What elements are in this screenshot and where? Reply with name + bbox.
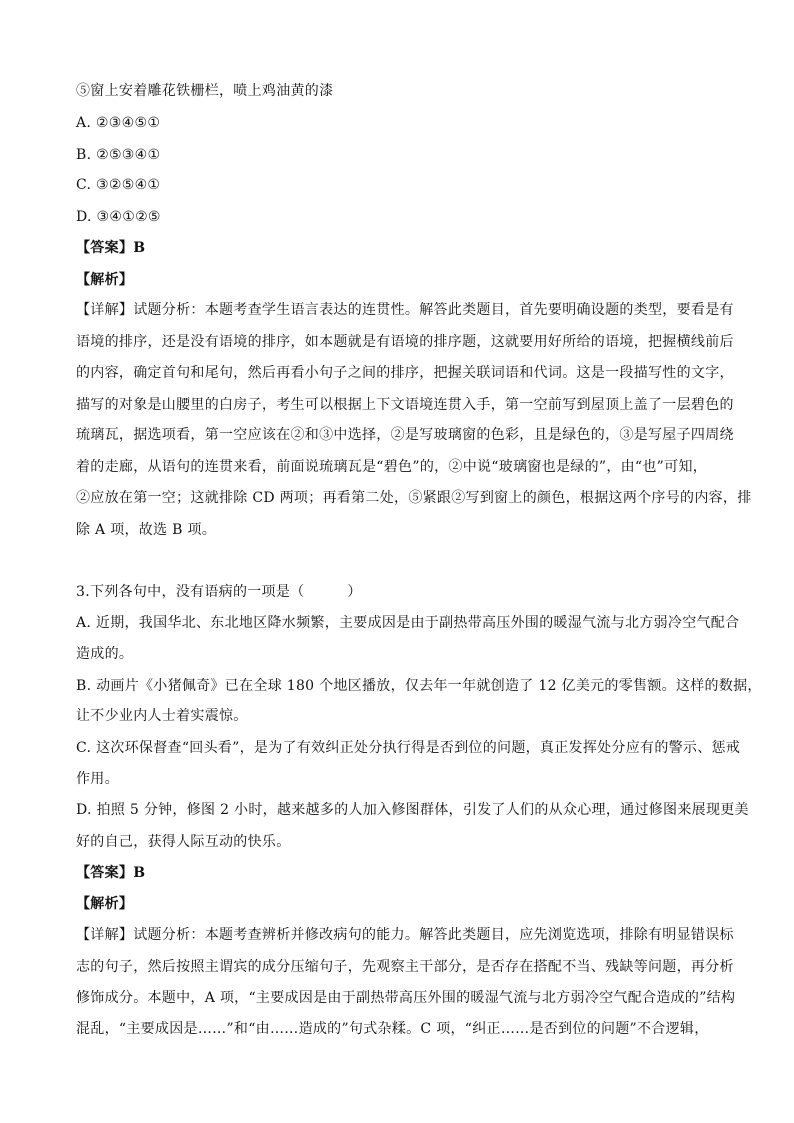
explanation-line: 语境的排序，还是没有语境的排序，如本题就是有语境的排序题，这就要用好所给的语境，把握横线前后 xyxy=(76,334,734,350)
explanation-line: 【详解】试题分析：本题考查辨析并修改病句的能力。解答此类题目，应先浏览选项，排除有明显错误标 xyxy=(76,927,734,943)
explanation-line: ②应放在第一空；这就排除 CD 两项；再看第二处，⑤紧跟②写到窗上的颜色，根据这两个序号的内容，排 xyxy=(76,490,752,506)
explanation-line: 的内容，确定首句和尾句，然后再看小句子之间的排序，把握关联词语和代词。这是一段描写性的文字， xyxy=(76,365,734,381)
question-3-stem: 3.下列各句中，没有语病的一项是（ ） xyxy=(76,584,362,600)
q3-choice-a-cont: 造成的。 xyxy=(76,646,134,662)
q3-choice-c: C. 这次环保督查“回头看”，是为了有效纠正处分执行得是否到位的问题，真正发挥处分应有的警示、惩戒 xyxy=(76,740,741,756)
option-fragment-5: ⑤窗上安着雕花铁栅栏，喷上鸡油黄的漆 xyxy=(76,83,334,99)
choice-b: B. ②⑤③④① xyxy=(76,147,161,163)
q3-choice-d: D. 拍照 5 分钟，修图 2 小时，越来越多的人加入修图群体，引发了人们的从众心理，通过修图来展现更美 xyxy=(76,802,749,818)
q3-choice-b-cont: 让不少业内人士着实震惊。 xyxy=(76,708,248,724)
q3-choice-b: B. 动画片《小猪佩奇》已在全球 180 个地区播放，仅去年一年就创造了 12 亿美元的零售额。这样的数据， xyxy=(76,678,762,694)
explanation-line: 混乱，“主要成因是……”和“由……造成的”句式杂糅。C 项，“纠正……是否到位的问题”不合逻辑， xyxy=(76,1021,709,1037)
choice-c: C. ③②⑤④① xyxy=(76,177,161,193)
analysis-label: 【解析】 xyxy=(76,272,134,288)
choice-d: D. ③④①②⑤ xyxy=(76,209,161,225)
explanation-line: 琉璃瓦，据选项看，第一空应该在②和③中选择，②是写玻璃窗的色彩，且是绿色的，③是写屋子四周绕 xyxy=(76,427,734,443)
explanation-line: 除 A 项，故选 B 项。 xyxy=(76,522,217,538)
explanation-line: 描写的对象是山腰里的白房子，考生可以根据上下文语境连贯入手，第一空前写到屋顶上盖了一层碧色的 xyxy=(76,397,734,413)
q3-choice-d-cont: 好的自己，获得人际互动的快乐。 xyxy=(76,834,291,850)
q3-choice-a: A. 近期，我国华北、东北地区降水频繁，主要成因是由于副热带高压外围的暖湿气流与北方弱冷空气配合 xyxy=(76,615,740,631)
answer-label: 【答案】B xyxy=(76,865,146,881)
explanation-line: 着的走廊，从语句的连贯来看，前面说琉璃瓦是“碧色”的，②中说“玻璃窗也是绿的”，由“也”可知， xyxy=(76,459,708,475)
analysis-label: 【解析】 xyxy=(76,896,134,912)
choice-a: A. ②③④⑤① xyxy=(76,115,161,131)
explanation-line: 志的句子，然后按照主谓宾的成分压缩句子，先观察主干部分，是否存在搭配不当、残缺等问题，再分析 xyxy=(76,959,734,975)
explanation-line: 【详解】试题分析：本题考查学生语言表达的连贯性。解答此类题目，首先要明确设题的类型，要看是有 xyxy=(76,302,734,318)
answer-label: 【答案】B xyxy=(76,240,146,256)
explanation-line: 修饰成分。本题中，A 项，“主要成因是由于副热带高压外围的暖湿气流与北方弱冷空气配合造成的”结构 xyxy=(76,990,736,1006)
q3-choice-c-cont: 作用。 xyxy=(76,771,119,787)
